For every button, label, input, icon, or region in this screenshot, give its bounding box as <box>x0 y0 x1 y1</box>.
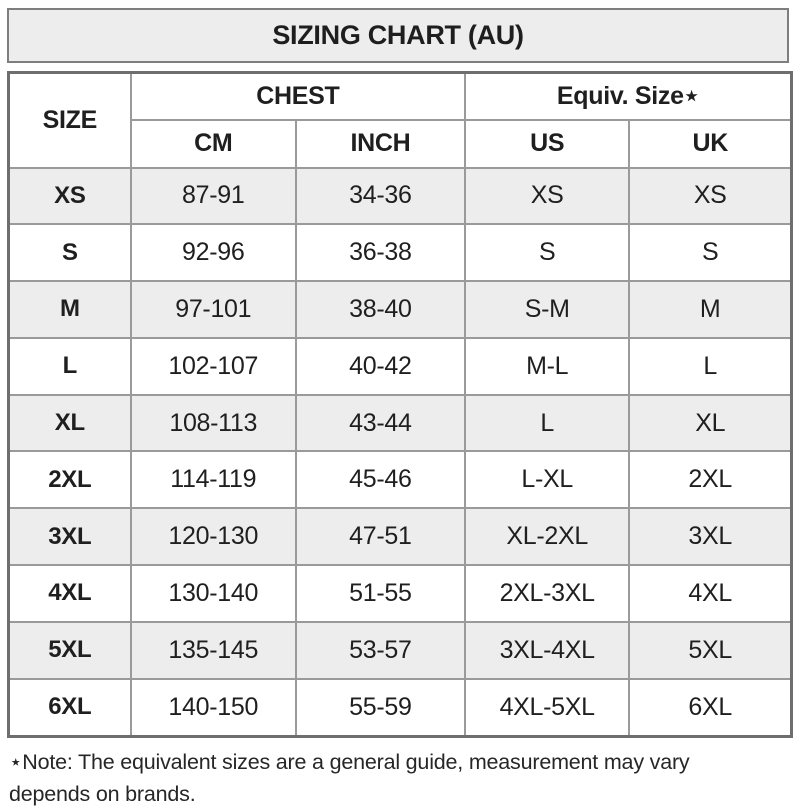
chart-title: SIZING CHART (AU) <box>272 20 524 50</box>
header-us: US <box>465 120 629 168</box>
cell-uk: 5XL <box>629 622 791 679</box>
cell-us: XS <box>465 168 629 225</box>
cell-cm: 130-140 <box>131 565 296 622</box>
table-row <box>9 451 792 508</box>
cell-size: S <box>9 224 131 281</box>
cell-us: XL-2XL <box>465 508 629 565</box>
cell-us: 4XL-5XL <box>465 679 629 737</box>
table-row <box>9 395 792 452</box>
cell-uk: S <box>629 224 791 281</box>
table-row <box>9 622 792 679</box>
cell-inch: 34-36 <box>296 168 465 225</box>
cell-inch: 47-51 <box>296 508 465 565</box>
sizing-table <box>7 71 793 738</box>
table-row <box>9 565 792 622</box>
cell-size: L <box>9 338 131 395</box>
cell-inch: 43-44 <box>296 395 465 452</box>
table-row <box>9 679 792 737</box>
cell-uk: 6XL <box>629 679 791 737</box>
cell-uk: XL <box>629 395 791 452</box>
cell-us: M-L <box>465 338 629 395</box>
cell-inch: 36-38 <box>296 224 465 281</box>
cell-size: 4XL <box>9 565 131 622</box>
cell-cm: 140-150 <box>131 679 296 737</box>
cell-uk: 2XL <box>629 451 791 508</box>
cell-cm: 87-91 <box>131 168 296 225</box>
chart-title-bar <box>7 8 789 63</box>
header-inch: INCH <box>296 120 465 168</box>
cell-cm: 120-130 <box>131 508 296 565</box>
cell-inch: 53-57 <box>296 622 465 679</box>
cell-cm: 92-96 <box>131 224 296 281</box>
cell-size: 3XL <box>9 508 131 565</box>
cell-us: L <box>465 395 629 452</box>
header-uk: UK <box>629 120 791 168</box>
header-cm: CM <box>131 120 296 168</box>
cell-size: XS <box>9 168 131 225</box>
table-row <box>9 338 792 395</box>
footnote-line-1: ⋆Note: The equivalent sizes are a general guide, measurement may vary <box>9 750 690 774</box>
cell-cm: 97-101 <box>131 281 296 338</box>
table-row <box>9 168 792 225</box>
cell-cm: 114-119 <box>131 451 296 508</box>
cell-us: 3XL-4XL <box>465 622 629 679</box>
table-row <box>9 508 792 565</box>
cell-us: L-XL <box>465 451 629 508</box>
footnote <box>9 746 795 811</box>
header-size: SIZE <box>9 73 131 168</box>
cell-cm: 102-107 <box>131 338 296 395</box>
footnote-line-2: depends on brands. <box>9 782 196 807</box>
cell-size: XL <box>9 395 131 452</box>
cell-inch: 51-55 <box>296 565 465 622</box>
cell-cm: 135-145 <box>131 622 296 679</box>
cell-inch: 55-59 <box>296 679 465 737</box>
cell-uk: 3XL <box>629 508 791 565</box>
table-row <box>9 224 792 281</box>
header-group-row <box>9 73 792 120</box>
cell-uk: 4XL <box>629 565 791 622</box>
cell-cm: 108-113 <box>131 395 296 452</box>
cell-us: 2XL-3XL <box>465 565 629 622</box>
cell-size: 6XL <box>9 679 131 737</box>
cell-uk: M <box>629 281 791 338</box>
header-chest: CHEST <box>131 73 465 120</box>
cell-size: 2XL <box>9 451 131 508</box>
cell-inch: 45-46 <box>296 451 465 508</box>
cell-us: S-M <box>465 281 629 338</box>
cell-size: M <box>9 281 131 338</box>
cell-inch: 40-42 <box>296 338 465 395</box>
cell-size: 5XL <box>9 622 131 679</box>
cell-uk: XS <box>629 168 791 225</box>
cell-us: S <box>465 224 629 281</box>
header-equiv-size: Equiv. Size⋆ <box>465 73 792 120</box>
cell-inch: 38-40 <box>296 281 465 338</box>
cell-uk: L <box>629 338 791 395</box>
table-row <box>9 281 792 338</box>
